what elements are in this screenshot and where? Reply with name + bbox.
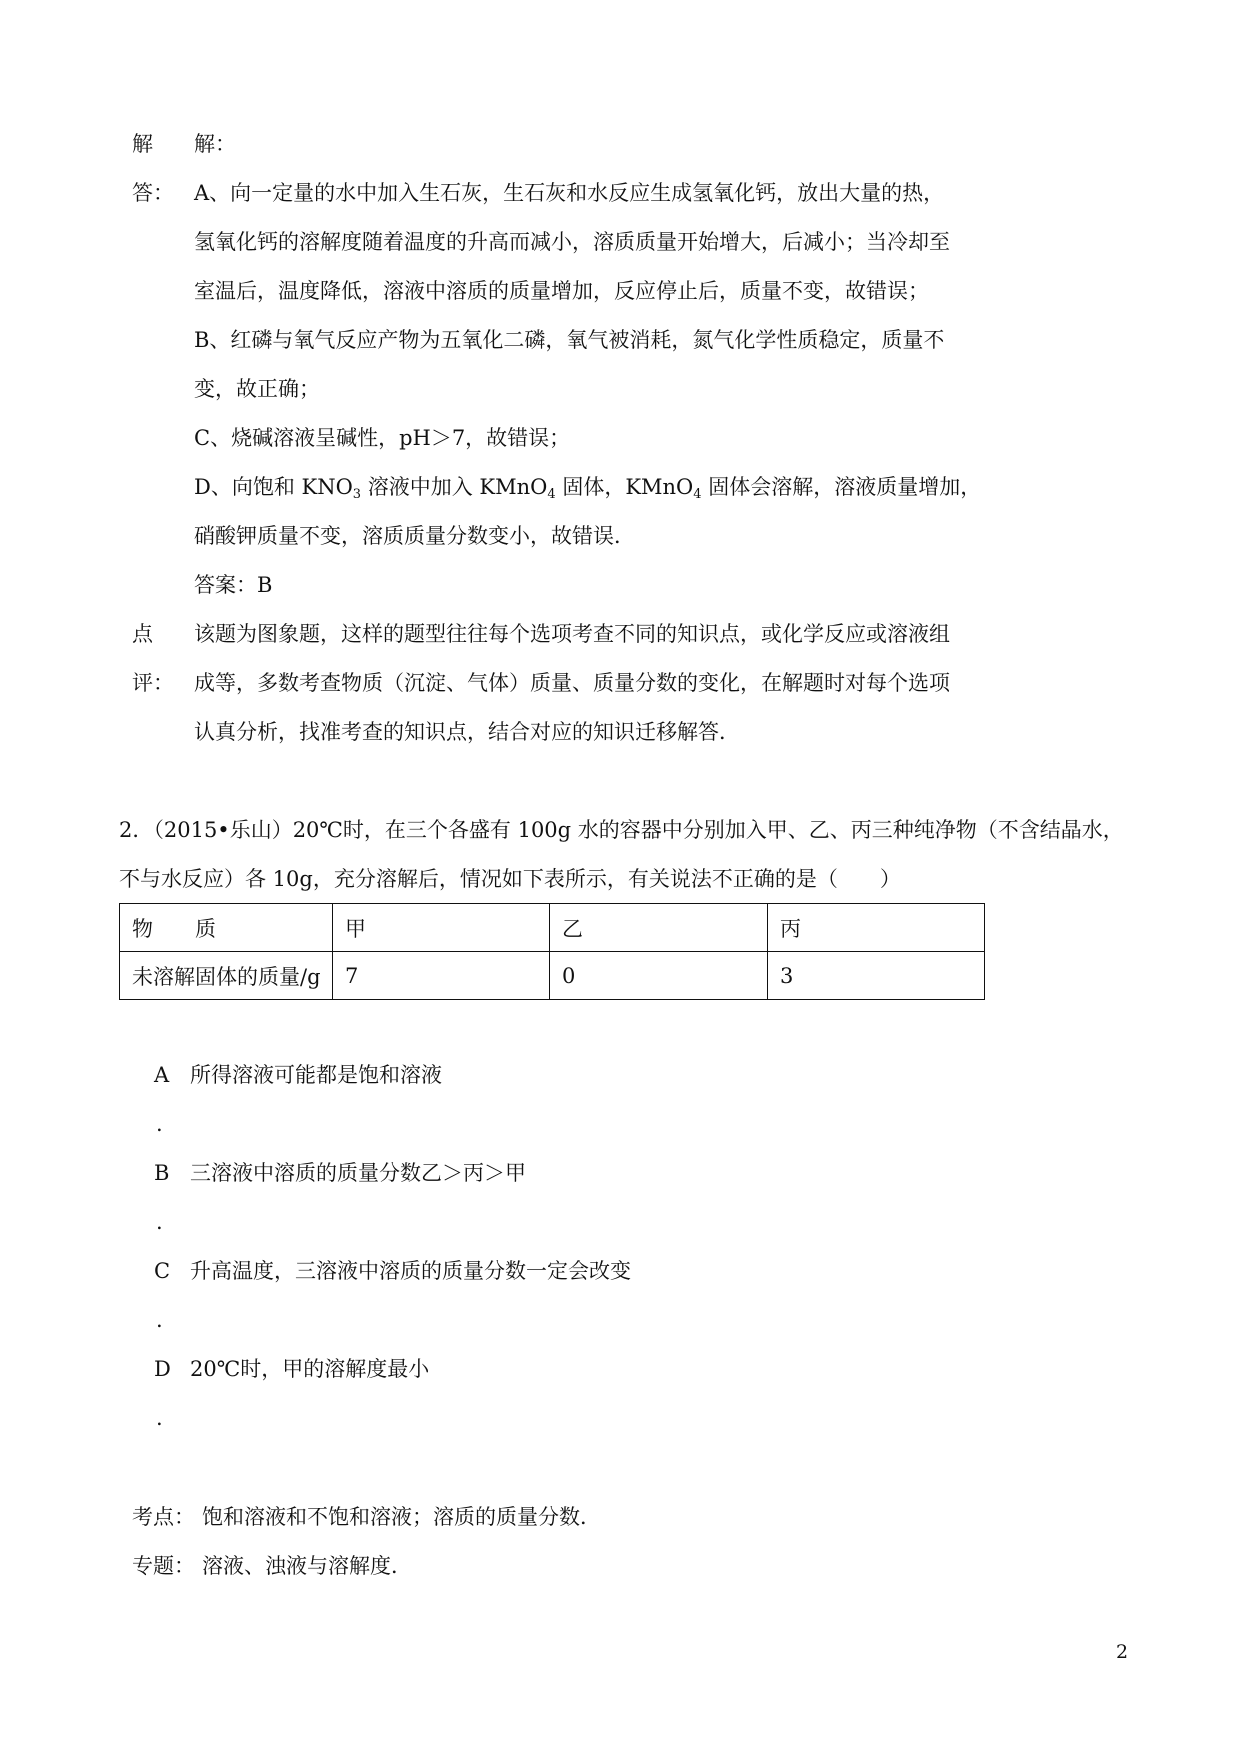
table-cell: 未溶解固体的质量/g — [120, 952, 333, 1000]
subscript: 3 — [352, 487, 362, 502]
option-text: 三溶液中溶质的质量分数乙＞丙＞甲 — [190, 1161, 526, 1185]
option-letter: A — [154, 1063, 170, 1087]
zhuanti-label: 专题： — [132, 1554, 195, 1578]
option-letter: C — [154, 1259, 171, 1283]
line-d-part: 固体会溶解，溶液质量增加， — [701, 475, 982, 499]
comment-label-dian: 点 — [132, 622, 153, 646]
solution-label-da: 答： — [132, 181, 174, 205]
table-cell: 乙 — [550, 904, 768, 952]
zhuanti-text: 溶液、浊液与溶解度． — [202, 1554, 412, 1578]
solution-line: A、向一定量的水中加入生石灰，生石灰和水反应生成氢氧化钙，放出大量的热， — [194, 181, 945, 205]
option-dot: . — [156, 1112, 163, 1136]
subscript: 4 — [693, 487, 702, 502]
table-row — [120, 952, 985, 1000]
option-dot: . — [156, 1210, 163, 1234]
option-text: 升高温度，三溶液中溶质的质量分数一定会改变 — [190, 1259, 631, 1283]
comment-label-ping: 评： — [132, 671, 174, 695]
option-text: 20℃时，甲的溶解度最小 — [190, 1357, 430, 1381]
option-letter: D — [154, 1357, 171, 1381]
line-d-part: 固体，KMnO — [555, 475, 694, 499]
solution-answer: 答案：B — [194, 573, 273, 597]
table-header-row — [120, 904, 985, 952]
question-text: 2．（2015•乐山）20℃时，在三个各盛有 100g 水的容器中分别加入甲、乙、丙三种纯净物（不含结晶水， — [119, 818, 1124, 842]
solution-label-jie: 解 — [132, 132, 153, 156]
table-cell: 丙 — [768, 904, 985, 952]
line-d-part: 溶液中加入 KMnO — [361, 475, 548, 499]
table-cell: 0 — [550, 952, 768, 1000]
comment-line: 成等，多数考查物质（沉淀、气体）质量、质量分数的变化，在解题时对每个选项 — [194, 671, 950, 695]
kaodian-text: 饱和溶液和不饱和溶液；溶质的质量分数． — [202, 1505, 601, 1529]
comment-line: 该题为图象题，这样的题型往往每个选项考查不同的知识点，或化学反应或溶液组 — [194, 622, 950, 646]
option-letter: B — [154, 1161, 170, 1185]
question-text: 不与水反应）各 10g，充分溶解后，情况如下表所示，有关说法不正确的是（ ） — [119, 867, 901, 891]
solution-line: C、烧碱溶液呈碱性，pH＞7，故错误； — [194, 426, 571, 450]
option-dot: . — [156, 1406, 163, 1430]
option-dot: . — [156, 1308, 163, 1332]
subscript: 4 — [547, 487, 556, 502]
page-number: 2 — [1116, 1641, 1129, 1663]
solution-heading: 解： — [194, 132, 236, 156]
comment-line: 认真分析，找准考查的知识点，结合对应的知识迁移解答． — [194, 720, 740, 744]
table-cell: 甲 — [333, 904, 550, 952]
option-text: 所得溶液可能都是饱和溶液 — [190, 1063, 442, 1087]
solution-line: 硝酸钾质量不变，溶质质量分数变小，故错误． — [194, 524, 635, 548]
solution-line-d — [194, 475, 982, 502]
solution-line: 氢氧化钙的溶解度随着温度的升高而减小，溶质质量开始增大，后减小；当冷却至 — [194, 230, 950, 254]
solution-line: B、红磷与氧气反应产物为五氧化二磷，氧气被消耗，氮气化学性质稳定，质量不 — [194, 328, 945, 352]
kaodian-label: 考点： — [132, 1505, 195, 1529]
solution-line: 变，故正确； — [194, 377, 320, 401]
solubility-table — [119, 903, 985, 1000]
line-d-part: D、向饱和 KNO — [194, 475, 353, 499]
table-cell: 3 — [768, 952, 985, 1000]
table-cell: 7 — [333, 952, 550, 1000]
solution-line: 室温后，温度降低，溶液中溶质的质量增加，反应停止后，质量不变，故错误； — [194, 279, 929, 303]
table-cell: 物 质 — [120, 904, 333, 952]
